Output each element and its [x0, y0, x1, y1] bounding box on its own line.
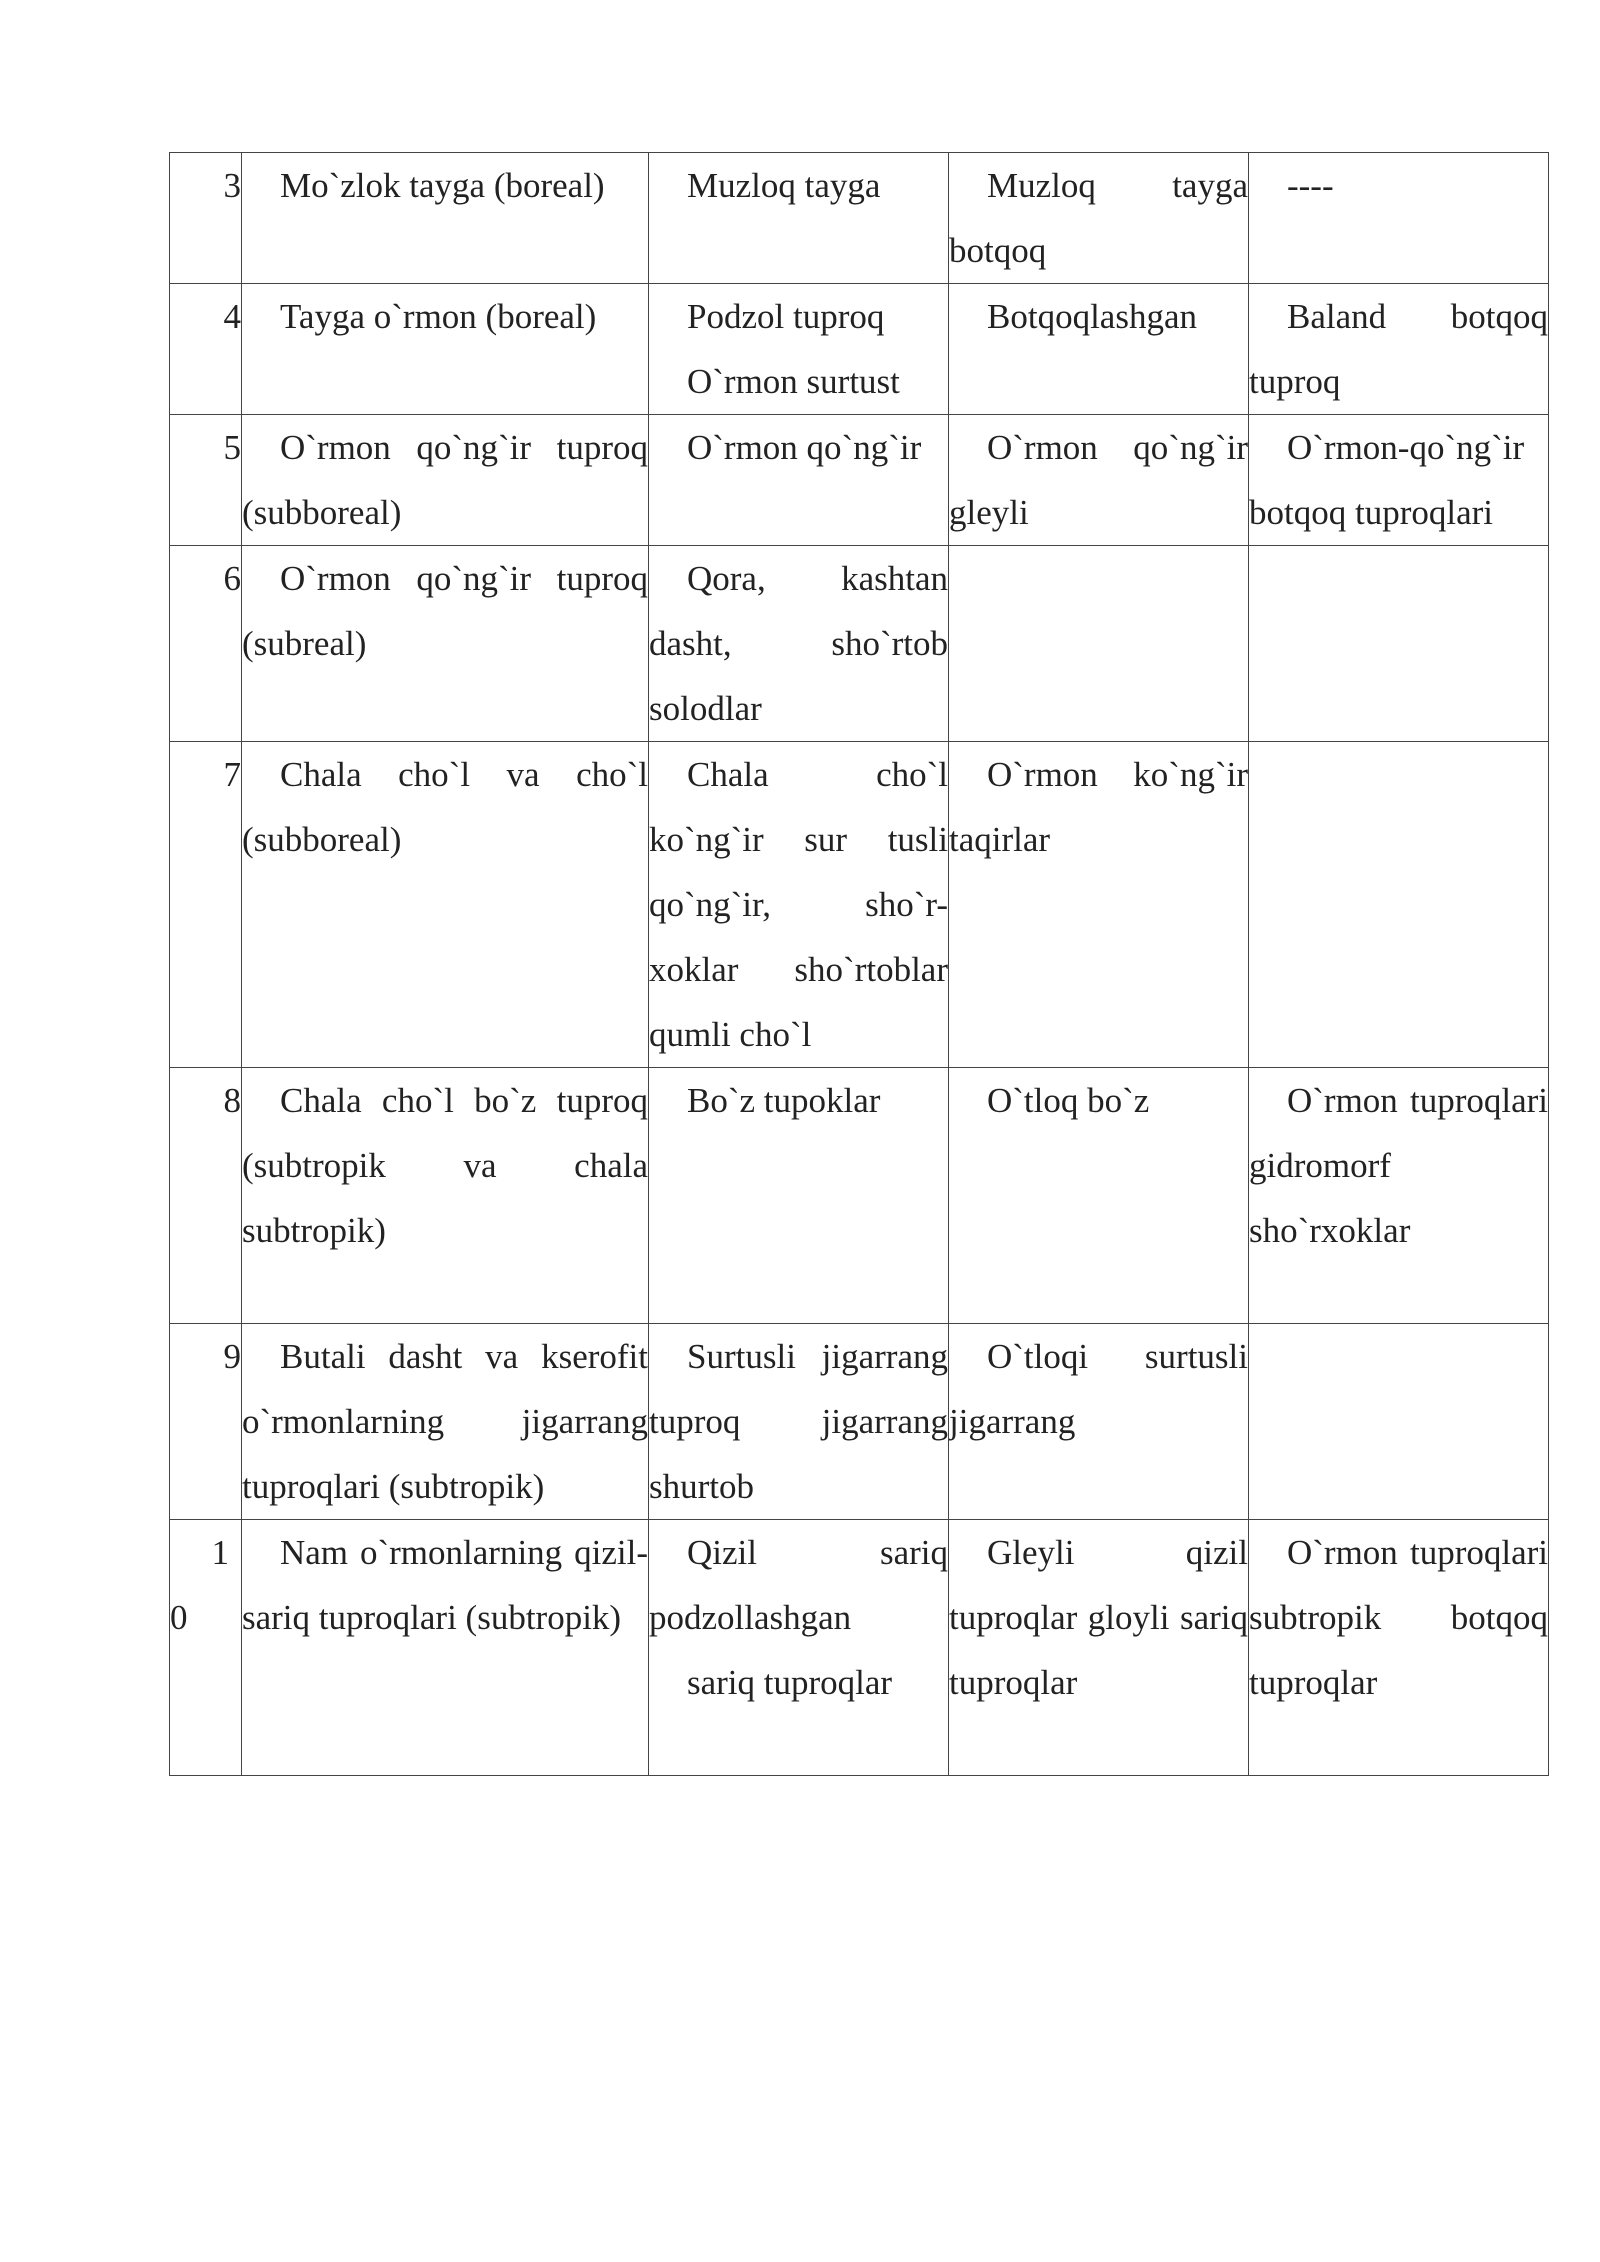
- row-number: 9: [170, 1324, 242, 1520]
- wetland-soil-cell: ----: [1249, 153, 1549, 284]
- zone-cell: Tayga o`rmon (boreal): [242, 284, 649, 415]
- wetland-soil-cell: O`rmon-qo`ng`ir botqoq tuproqlari: [1249, 415, 1549, 546]
- table-row: [170, 1520, 1549, 1776]
- soil-variant-cell: O`tloq bo`z: [949, 1068, 1249, 1324]
- soil-variant-cell: O`rmon ko`ng`ir taqirlar: [949, 742, 1249, 1068]
- soil-cell: Podzol tuproq O`rmon surtust: [649, 284, 949, 415]
- soil-cell: Qizil sariq podzollashgan sariq tuproqlar: [649, 1520, 949, 1776]
- row-number: 7: [170, 742, 242, 1068]
- soil-cell: O`rmon qo`ng`ir: [649, 415, 949, 546]
- wetland-soil-cell: [1249, 742, 1549, 1068]
- table-row: [170, 1324, 1549, 1520]
- table-row: [170, 153, 1549, 284]
- soil-zones-table: [169, 152, 1549, 1776]
- soil-variant-cell: O`tloqi surtusli jigarrang: [949, 1324, 1249, 1520]
- row-number: 3: [170, 153, 242, 284]
- soil-variant-cell: Gleyli qizil tuproqlar gloyli sariq tuproqlar: [949, 1520, 1249, 1776]
- table-row: [170, 415, 1549, 546]
- table-row: [170, 284, 1549, 415]
- zone-cell: O`rmon qo`ng`ir tuproq (subboreal): [242, 415, 649, 546]
- row-number: 1 0: [170, 1520, 242, 1776]
- zone-cell: Chala cho`l va cho`l (subboreal): [242, 742, 649, 1068]
- wetland-soil-cell: O`rmon tuproqlari subtropik botqoq tuproqlar: [1249, 1520, 1549, 1776]
- soil-cell: Muzloq tayga: [649, 153, 949, 284]
- wetland-soil-cell: Baland botqoq tuproq: [1249, 284, 1549, 415]
- zone-cell: Mo`zlok tayga (boreal): [242, 153, 649, 284]
- soil-cell: Bo`z tupoklar: [649, 1068, 949, 1324]
- soil-variant-cell: [949, 546, 1249, 742]
- soil-variant-cell: O`rmon qo`ng`ir gleyli: [949, 415, 1249, 546]
- zone-cell: Nam o`rmonlarning qizil-sariq tuproqlari (subtropik): [242, 1520, 649, 1776]
- table-row: [170, 546, 1549, 742]
- row-number: 8: [170, 1068, 242, 1324]
- wetland-soil-cell: [1249, 1324, 1549, 1520]
- row-number: 4: [170, 284, 242, 415]
- soil-variant-cell: Botqoqlashgan: [949, 284, 1249, 415]
- table-row: [170, 742, 1549, 1068]
- zone-cell: Butali dasht va kserofit o`rmonlarning jigarrang tuproqlari (subtropik): [242, 1324, 649, 1520]
- soil-cell: Surtusli jigarrang tuproq jigarrang shurtob: [649, 1324, 949, 1520]
- soil-cell: Qora, kashtan dasht, sho`rtob solodlar: [649, 546, 949, 742]
- table-row: [170, 1068, 1549, 1324]
- zone-cell: O`rmon qo`ng`ir tuproq (subreal): [242, 546, 649, 742]
- soil-variant-cell: Muzloq tayga botqoq: [949, 153, 1249, 284]
- soil-cell: Chala cho`l ko`ng`ir sur tusli qo`ng`ir, sho`r-xoklar sho`rtoblar qumli cho`l: [649, 742, 949, 1068]
- row-number: 5: [170, 415, 242, 546]
- row-number: 6: [170, 546, 242, 742]
- wetland-soil-cell: [1249, 546, 1549, 742]
- zone-cell: Chala cho`l bo`z tuproq (subtropik va chala subtropik): [242, 1068, 649, 1324]
- wetland-soil-cell: O`rmon tuproqlari gidromorf sho`rxoklar: [1249, 1068, 1549, 1324]
